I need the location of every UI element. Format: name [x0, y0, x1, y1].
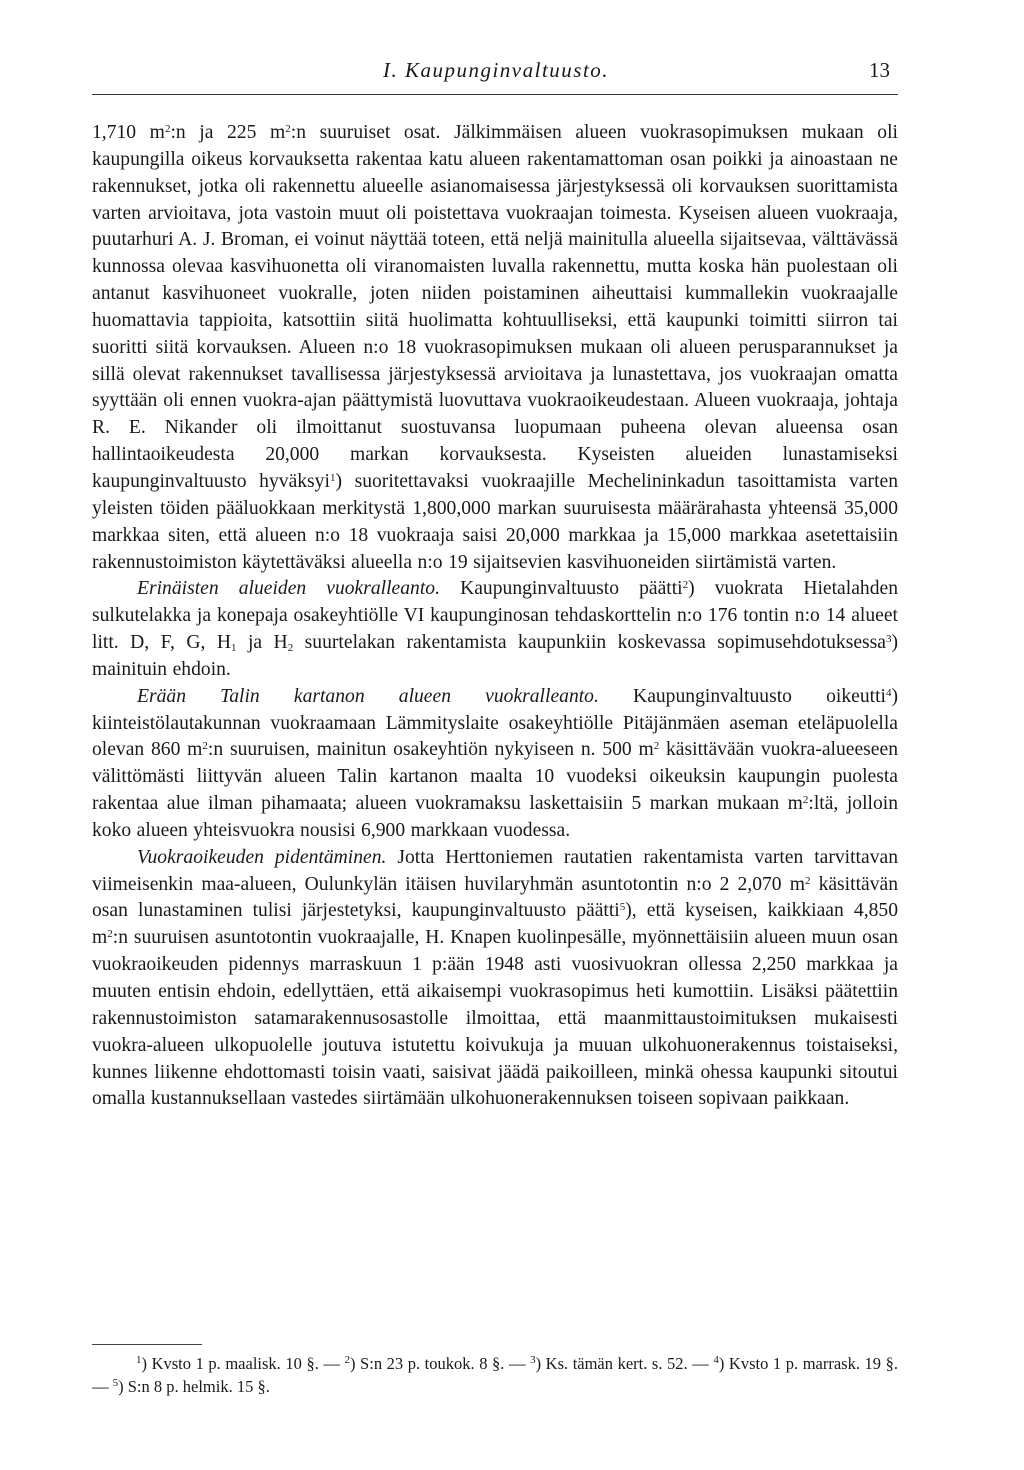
text-run: ) kiinteistölautakunnan vuokraamaan Lämmityslaite osakeyhtiölle Pitäjänmäen aseman eteläpuolella olevan 860 m	[92, 685, 899, 761]
text-run: Kaupunginvaltuusto päätti	[440, 578, 683, 600]
footnotes	[92, 1352, 898, 1398]
footnote-number: 1	[136, 1354, 142, 1366]
page-header	[92, 58, 900, 94]
running-title: I. Kaupunginvaltuusto.	[382, 58, 610, 82]
text-run: ) suoritettavaksi vuokraajille Mechelininkadun tasoittamista varten yleisten töiden pääluokkaan merkitystä 1,800,000 markan suuruisesta määrärahasta yhteensä 35,000 markkaa siten, että alueen n:o 18 vuokraaja saisi 20,000 markkaa ja 15,000 markkaa asetettaisiin rakennustoimiston käytettäväksi alueella n:o 19 sijaitsevien kasvihuoneiden siirtämistä varten.	[92, 470, 899, 573]
subscript: 2	[287, 642, 294, 655]
section-heading: Erinäisten alueiden vuokralleanto.	[137, 578, 440, 600]
footnote-separator	[92, 1344, 202, 1345]
page-number: 13	[869, 58, 890, 82]
footnote-ref: 1	[329, 471, 336, 484]
superscript: 2	[804, 874, 811, 887]
text-run: käsittävään vuokra-alueeseen välittömästi liittyvän alueen Talin kartanon maalta 10 vuodeksi oikeuksin kaupungin puolesta rakentaa alue ilman pihamaata; alueen vuokramaksu laskettaisiin 5 markan mukaan m	[92, 739, 899, 815]
footnote-number: 3	[530, 1354, 536, 1366]
text-run: ) mainituin ehdoin.	[92, 632, 899, 680]
footnote-ref: 5	[619, 901, 626, 914]
paragraph-talin-kartanon	[92, 684, 898, 845]
header-rule	[92, 94, 898, 95]
text-run: käsittävän osan lunastaminen tulisi järjestetyksi, kaupunginvaltuusto päätti	[92, 873, 899, 922]
superscript: 2	[107, 928, 113, 941]
body-text	[92, 120, 898, 1113]
footnote-number: 4	[713, 1354, 719, 1366]
footnote-number: 2	[344, 1354, 350, 1366]
text-run: :ltä, jolloin koko alueen yhteisvuokra nousisi 6,900 markkaan vuodessa.	[92, 793, 898, 841]
text-run: :n suuruiset osat. Jälkimmäisen alueen vuokrasopimuksen mukaan oli kaupungilla oikeus korvauksetta rakentaa katu alueen rakentamattoman osan poikki ja ainoastaan ne rakennukset, jotka oli rakennettu alueelle asianomaisessa järjestyksessä oli korvauksen suorittamista varten arvioitava, jota vastoin muut oli poistettava vuokraajan toimesta. Kyseisen alueen vuokraaja, puutarhuri A. J. Broman, ei voinut näyttää toteen, että neljä mainitulla alueella sijaitsevaa, välttävässä kunnossa olevaa kasvihuonetta oli viranomaisten luvalla rakennettu, mutta koska hän puolestaan oli antanut kasvihuoneet vuokralle, joten niiden poistaminen aiheuttaisi kummallekin vuokraajalle huomattavia tappioita, katsottiin siitä huolimatta kohtuulliseksi, että kaupunki toimitti siirron tai suoritti siitä korvauksen. Alueen n:o 18 vuokrasopimuksen mukaan oli alueen perusparannukset ja sillä olevat rakennukset tavallisessa järjestyksessä arvioitava ja lunastettava, jos vuokraajan omatta syyttään oli ennen vuokra-ajan päättymistä luovuttava vuokraoikeudestaan. Alueen vuokraaja, johtaja R. E. Nikander oli ilmoittanut suostuvansa luopumaan puheena olevan alueensa osan hallintaoikeudesta 20,000 markan korvauksesta. Kyseisten alueiden lunastamiseksi kaupunginvaltuusto hyväksyi	[92, 122, 898, 492]
superscript: 2	[285, 123, 291, 135]
footnote-text: ) S:n 23 p. toukok. 8 §. —	[349, 1354, 531, 1373]
superscript: 2	[653, 740, 660, 753]
footnote-ref: 2	[682, 579, 689, 592]
footnote-text: ) Ks. tämän kert. s. 52. —	[535, 1354, 714, 1373]
footnote-ref: 3	[885, 633, 892, 646]
section-heading: Vuokraoikeuden pidentäminen.	[137, 846, 387, 868]
text-run: Kaupunginvaltuusto oikeutti	[598, 685, 886, 707]
paragraph-vuokraoikeuden-pidentaminen	[92, 845, 898, 1113]
text-run: 1,710 m	[92, 122, 165, 143]
text-run: Jotta Herttoniemen rautatien rakentamista varten tarvittavan viimeisenkin maa-alueen, Oulunkylän itäisen huvilaryhmän asuntotontin n:o 2 2,070 m	[92, 846, 898, 895]
section-heading: Erään Talin kartanon alueen vuokralleanto.	[137, 685, 599, 707]
subscript: 1	[231, 642, 237, 655]
footnote-text: ) Kvsto 1 p. maalisk. 10 §. —	[141, 1354, 345, 1373]
text-run: :n suuruisen asuntotontin vuokraajalle, H. Knapen kuolinpesälle, myönnettäisiin alueen muun osan vuokraoikeuden pidennys marraskuun 1 p:ään 1948 asti vuosivuokran ollessa 2,250 markkaa ja muuten entisin ehdoin, edellyttäen, että aikaisempi vuokrasopimus heti kumottiin. Lisäksi päätettiin rakennustoimiston satamarakennusosastolle ilmoittaa, että maanmittaustoimituksen mukaisesti vuokra-alueen ulkopuolelle joutuva istutettu koivukuja ja muuan ulkohuonerakennus toistaiseksi, kunnes liikenne ehdottomasti toisin vaati, saisivat jäädä paikoilleen, minkä ohessa kaupunki sitoutui omalla kustannuksellaan vastedes siirtämään ulkohuonerakennuksen toiseen sopivaan paikkaan.	[92, 927, 898, 1110]
superscript: 2	[164, 123, 171, 135]
text-run: ja H	[236, 632, 288, 654]
superscript: 2	[202, 740, 208, 753]
text-run: suurtelakan rakentamista kaupunkiin koskevassa sopimusehdotuksessa	[293, 632, 886, 654]
footnote-text: ) S:n 8 p. helmik. 15 §.	[118, 1377, 270, 1396]
superscript: 2	[802, 794, 809, 807]
text-run: :n ja 225 m	[170, 122, 286, 143]
footnote-number: 5	[112, 1377, 119, 1389]
text-run: ), että kyseisen, kaikkiaan 4,850 m	[92, 900, 898, 949]
text-run: :n suuruisen, mainitun osakeyhtiön nykyiseen n. 500 m	[207, 739, 654, 761]
footnote-ref: 4	[885, 686, 892, 699]
text-run: ) vuokrata Hietalahden sulkutelakka ja konepaja osakeyhtiölle VI kaupunginosan tehdaskorttelin n:o 176 tontin n:o 14 alueet litt. D, F, G, H	[92, 578, 898, 654]
paragraph-erinaisten-alueiden	[92, 576, 898, 683]
paragraph-continued	[92, 120, 898, 576]
footnote-text: ) Kvsto 1 p. marrask. 19 §. —	[92, 1354, 898, 1396]
